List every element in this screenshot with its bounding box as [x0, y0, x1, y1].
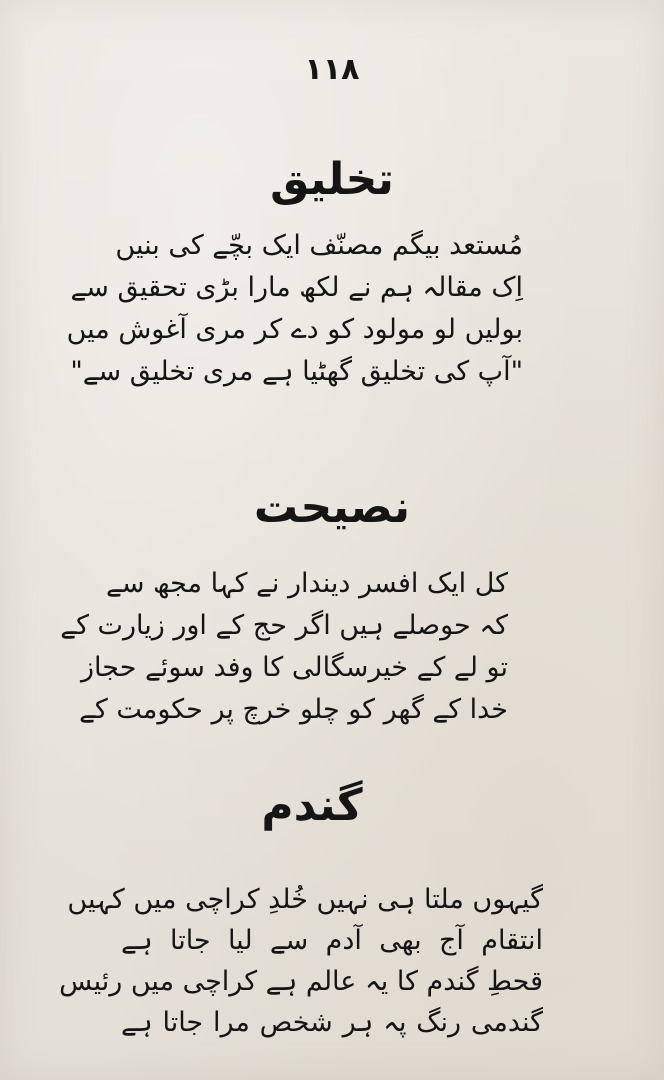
page-number: ۱۱۸ [304, 52, 360, 87]
verse-line: انتقام آج بھی آدم سے لیا جاتا ہے [121, 925, 543, 956]
verse-line: تو لے کے خیرسگالی کا وفد سوئے حجاز [81, 652, 508, 683]
verse-line: خدا کے گھر کو چلو خرچ پر حکومت کے [79, 694, 508, 725]
verse-line: کہ حوصلے ہیں اگر حج کے اور زیارت کے [60, 610, 508, 641]
poem-title: گندم [261, 780, 363, 831]
verse-line: "آپ کی تخلیق گھٹیا ہے مری تخلیق سے" [70, 356, 523, 387]
verse-line: گیہوں ملتا ہی نہیں خُلدِ کراچی میں کہیں [67, 884, 543, 915]
verse-line: بولیں لو مولود کو دے کر مری آغوش میں [66, 314, 523, 345]
verse-line: قحطِ گندم کا یہ عالم ہے کراچی میں رئیس [59, 966, 543, 997]
poem-gandum [0, 776, 664, 1044]
verse-line: مُستعد بیگم مصنّف ایک بچّے کی بنیں [115, 230, 523, 261]
verse-line: کل ایک افسر دیندار نے کہا مجھ سے [106, 568, 508, 599]
poem-takhleeq [0, 150, 664, 394]
poem-title: نصیحت [253, 482, 411, 533]
poem-verses [59, 880, 543, 1043]
poem-title: تخلیق [270, 154, 394, 205]
poem-verses [66, 226, 523, 394]
verse-line: گندمی رنگ پہ ہر شخص مرا جاتا ہے [121, 1007, 543, 1038]
verse-line: اِک مقالہ ہم نے لکھ مارا بڑی تحقیق سے [70, 272, 523, 303]
poem-verses [60, 564, 508, 730]
poem-naseehat [0, 478, 664, 732]
